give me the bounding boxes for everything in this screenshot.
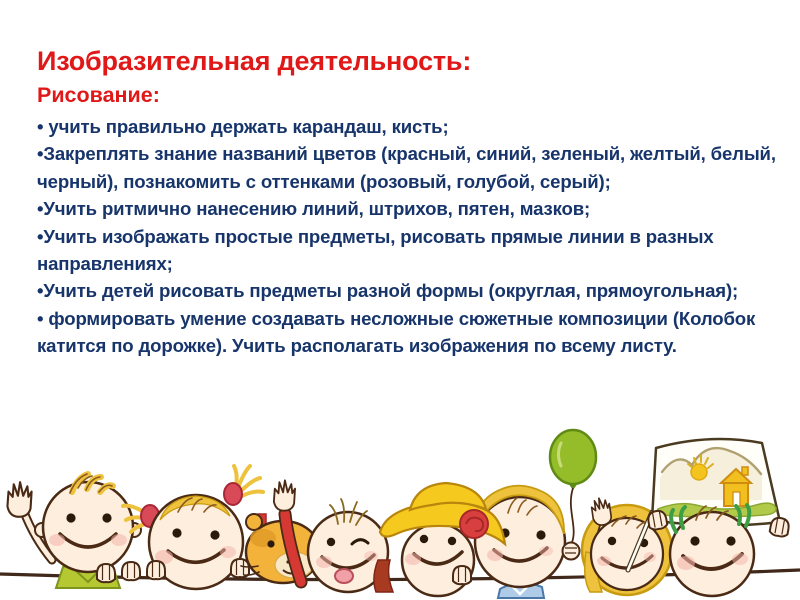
bullet-list (37, 113, 785, 360)
bullet-item-2: •Закреплять знание названий цветов (красный, синий, зеленый, желтый, белый, черный), познакомить с оттенками (розовый, голубой, серый); (37, 143, 776, 192)
children-illustration (0, 420, 800, 600)
balloon-boy (475, 486, 565, 598)
slide-title: Изобразительная деятельность: (37, 46, 472, 76)
slide-subtitle: Рисование: (37, 83, 160, 108)
girl-with-pigtails (123, 466, 263, 589)
bullet-item-6: • формировать умение создавать несложные сюжетные композиции (Колобок катится по дорожке). Учить располагать изображения по всему листу. (37, 307, 756, 357)
bullet-item-3: •Учить ритмично нанесению линий, штрихов, пятен, мазков; (37, 198, 591, 220)
bullet-item-1: • учить правильно держать карандаш, кисть; (37, 115, 449, 137)
bullet-item-4: •Учить изображать простые предметы, рисовать прямые линии в разных направлениях; (37, 225, 714, 274)
blond-boy (35, 474, 141, 588)
bullet-item-5: •Учить детей рисовать предметы разной формы (округлая, прямоугольная); (37, 280, 739, 302)
